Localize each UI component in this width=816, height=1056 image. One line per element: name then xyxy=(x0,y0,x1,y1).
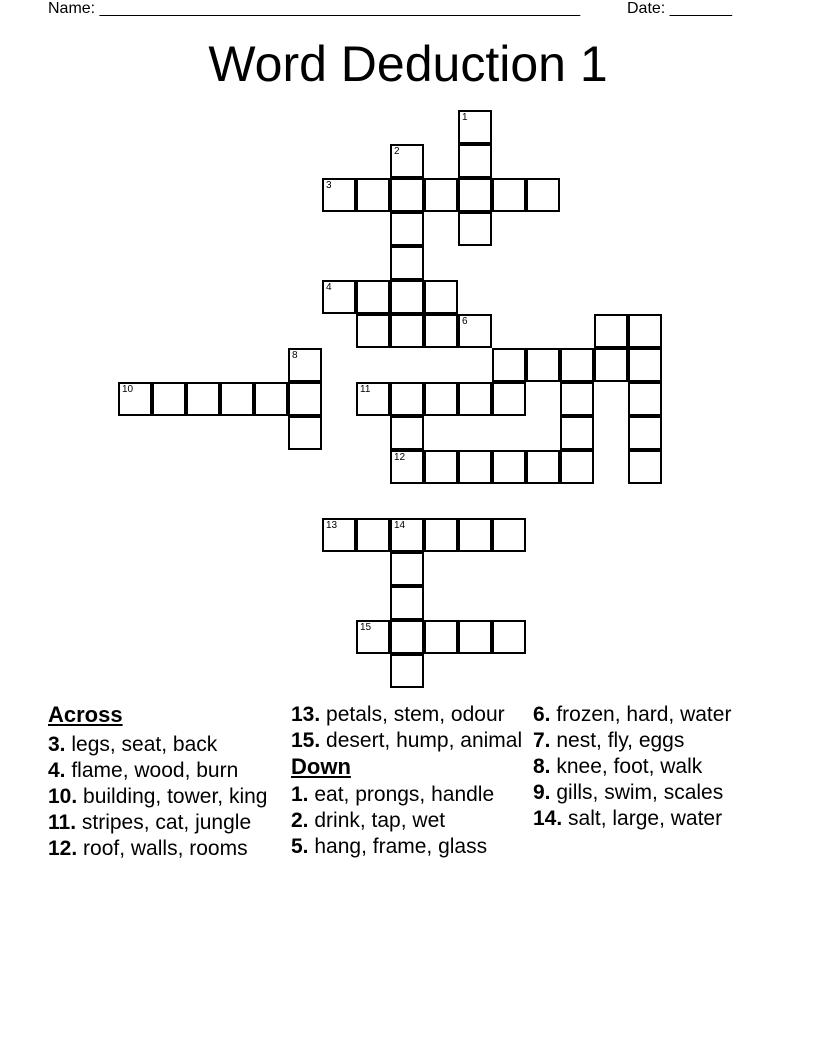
grid-cell[interactable] xyxy=(356,178,390,212)
grid-cell[interactable] xyxy=(526,178,560,212)
grid-cell[interactable] xyxy=(390,552,424,586)
grid-cell[interactable] xyxy=(118,382,152,416)
cell-number: 12 xyxy=(394,452,406,463)
grid-cell[interactable] xyxy=(628,314,662,348)
grid-cell[interactable] xyxy=(594,348,628,382)
clue-number: 12. xyxy=(48,837,78,860)
grid-cell[interactable] xyxy=(322,280,356,314)
grid-cell[interactable] xyxy=(322,178,356,212)
clue-text: roof, walls, rooms xyxy=(77,837,248,860)
clue-across-15 xyxy=(291,729,526,753)
grid-cell[interactable] xyxy=(458,518,492,552)
grid-cell[interactable] xyxy=(390,178,424,212)
grid-cell[interactable] xyxy=(424,280,458,314)
clue-text: stripes, cat, jungle xyxy=(76,811,252,834)
grid-cell[interactable] xyxy=(390,450,424,484)
grid-cell[interactable] xyxy=(560,348,594,382)
cell-number: 1 xyxy=(462,112,468,123)
cell-number: 14 xyxy=(394,520,406,531)
clue-text: desert, hump, animal xyxy=(320,729,523,752)
clue-column-3 xyxy=(533,703,768,833)
grid-cell[interactable] xyxy=(492,178,526,212)
grid-cell[interactable] xyxy=(288,382,322,416)
grid-cell[interactable] xyxy=(186,382,220,416)
clue-number: 6. xyxy=(533,703,551,726)
clue-number: 5. xyxy=(291,835,309,858)
grid-cell[interactable] xyxy=(356,382,390,416)
date-field-label: Date: _______ xyxy=(627,0,732,17)
clue-down-7 xyxy=(533,729,768,753)
cell-number: 10 xyxy=(122,384,134,395)
cell-number: 13 xyxy=(326,520,338,531)
clue-across-3 xyxy=(48,733,283,757)
grid-cell[interactable] xyxy=(526,348,560,382)
grid-cell[interactable] xyxy=(458,178,492,212)
cell-number: 2 xyxy=(394,146,400,157)
clue-across-13 xyxy=(291,703,526,727)
down-heading: Down xyxy=(291,754,351,779)
grid-cell[interactable] xyxy=(628,348,662,382)
clue-down-2 xyxy=(291,809,526,833)
grid-cell[interactable] xyxy=(356,518,390,552)
grid-cell[interactable] xyxy=(390,144,424,178)
grid-cell[interactable] xyxy=(628,416,662,450)
clue-number: 11. xyxy=(48,811,77,834)
grid-cell[interactable] xyxy=(390,620,424,654)
grid-cell[interactable] xyxy=(560,416,594,450)
grid-cell[interactable] xyxy=(424,450,458,484)
grid-cell[interactable] xyxy=(458,450,492,484)
grid-cell[interactable] xyxy=(424,382,458,416)
grid-cell[interactable] xyxy=(458,620,492,654)
grid-cell[interactable] xyxy=(220,382,254,416)
clue-down-8 xyxy=(533,755,768,779)
cell-number: 6 xyxy=(462,316,468,327)
grid-cell[interactable] xyxy=(628,382,662,416)
cell-number: 15 xyxy=(360,622,372,633)
clue-number: 10. xyxy=(48,785,78,808)
cell-number: 3 xyxy=(326,180,332,191)
grid-cell[interactable] xyxy=(458,314,492,348)
grid-cell[interactable] xyxy=(152,382,186,416)
page-title: Word Deduction 1 xyxy=(208,36,608,92)
clue-down-1 xyxy=(291,783,526,807)
grid-cell[interactable] xyxy=(458,212,492,246)
cell-number: 4 xyxy=(326,282,332,293)
grid-cell[interactable] xyxy=(560,450,594,484)
clue-text: hang, frame, glass xyxy=(308,835,488,858)
clue-number: 8. xyxy=(533,755,551,778)
grid-cell[interactable] xyxy=(356,620,390,654)
clue-number: 1. xyxy=(291,783,309,806)
grid-cell[interactable] xyxy=(594,314,628,348)
across-heading: Across xyxy=(48,702,123,727)
clue-column-2 xyxy=(291,703,526,861)
clue-number: 4. xyxy=(48,759,66,782)
grid-cell[interactable] xyxy=(526,450,560,484)
grid-cell[interactable] xyxy=(390,416,424,450)
clue-across-12 xyxy=(48,837,283,861)
grid-cell[interactable] xyxy=(390,246,424,280)
cell-number: 8 xyxy=(292,350,298,361)
grid-cell[interactable] xyxy=(356,280,390,314)
cell-number: 11 xyxy=(360,384,371,395)
grid-cell[interactable] xyxy=(492,518,526,552)
clue-text: flame, wood, burn xyxy=(65,759,239,782)
clue-down-6 xyxy=(533,703,768,727)
clue-number: 15. xyxy=(291,729,321,752)
clue-number: 14. xyxy=(533,807,563,830)
clue-number: 7. xyxy=(533,729,551,752)
grid-cell[interactable] xyxy=(390,280,424,314)
grid-cell[interactable] xyxy=(322,518,356,552)
clue-down-14 xyxy=(533,807,768,831)
clue-across-10 xyxy=(48,785,283,809)
grid-cell[interactable] xyxy=(288,348,322,382)
grid-cell[interactable] xyxy=(254,382,288,416)
clue-number: 13. xyxy=(291,703,321,726)
grid-cell[interactable] xyxy=(390,518,424,552)
grid-cell[interactable] xyxy=(288,416,322,450)
clue-text: building, tower, king xyxy=(77,785,268,808)
clue-number: 9. xyxy=(533,781,551,804)
grid-cell[interactable] xyxy=(424,314,458,348)
grid-cell[interactable] xyxy=(424,518,458,552)
clue-number: 2. xyxy=(291,809,309,832)
clue-text: knee, foot, walk xyxy=(550,755,703,778)
grid-cell[interactable] xyxy=(390,382,424,416)
grid-cell[interactable] xyxy=(458,382,492,416)
clue-text: salt, large, water xyxy=(562,807,723,830)
grid-cell[interactable] xyxy=(458,144,492,178)
clue-down-9 xyxy=(533,781,768,805)
clue-text: eat, prongs, handle xyxy=(308,783,495,806)
grid-cell[interactable] xyxy=(390,314,424,348)
clue-text: gills, swim, scales xyxy=(550,781,724,804)
grid-cell[interactable] xyxy=(458,110,492,144)
grid-cell[interactable] xyxy=(390,654,424,688)
grid-cell[interactable] xyxy=(424,178,458,212)
clue-text: legs, seat, back xyxy=(65,733,218,756)
clue-text: petals, stem, odour xyxy=(320,703,505,726)
grid-cell[interactable] xyxy=(628,450,662,484)
grid-cell[interactable] xyxy=(492,348,526,382)
clue-number: 3. xyxy=(48,733,66,756)
grid-cell[interactable] xyxy=(390,212,424,246)
clue-text: drink, tap, wet xyxy=(308,809,446,832)
grid-cell[interactable] xyxy=(356,314,390,348)
clue-text: nest, fly, eggs xyxy=(550,729,685,752)
clue-text: frozen, hard, water xyxy=(550,703,732,726)
grid-cell[interactable] xyxy=(492,382,526,416)
clue-down-5 xyxy=(291,835,526,859)
grid-cell[interactable] xyxy=(390,586,424,620)
clue-across-4 xyxy=(48,759,283,783)
clue-across-11 xyxy=(48,811,283,835)
grid-cell[interactable] xyxy=(424,620,458,654)
clue-column-1 xyxy=(48,703,283,863)
grid-cell[interactable] xyxy=(492,450,526,484)
grid-cell[interactable] xyxy=(560,382,594,416)
name-field-label: Name: ______________________________________________________ xyxy=(48,0,581,17)
grid-cell[interactable] xyxy=(492,620,526,654)
